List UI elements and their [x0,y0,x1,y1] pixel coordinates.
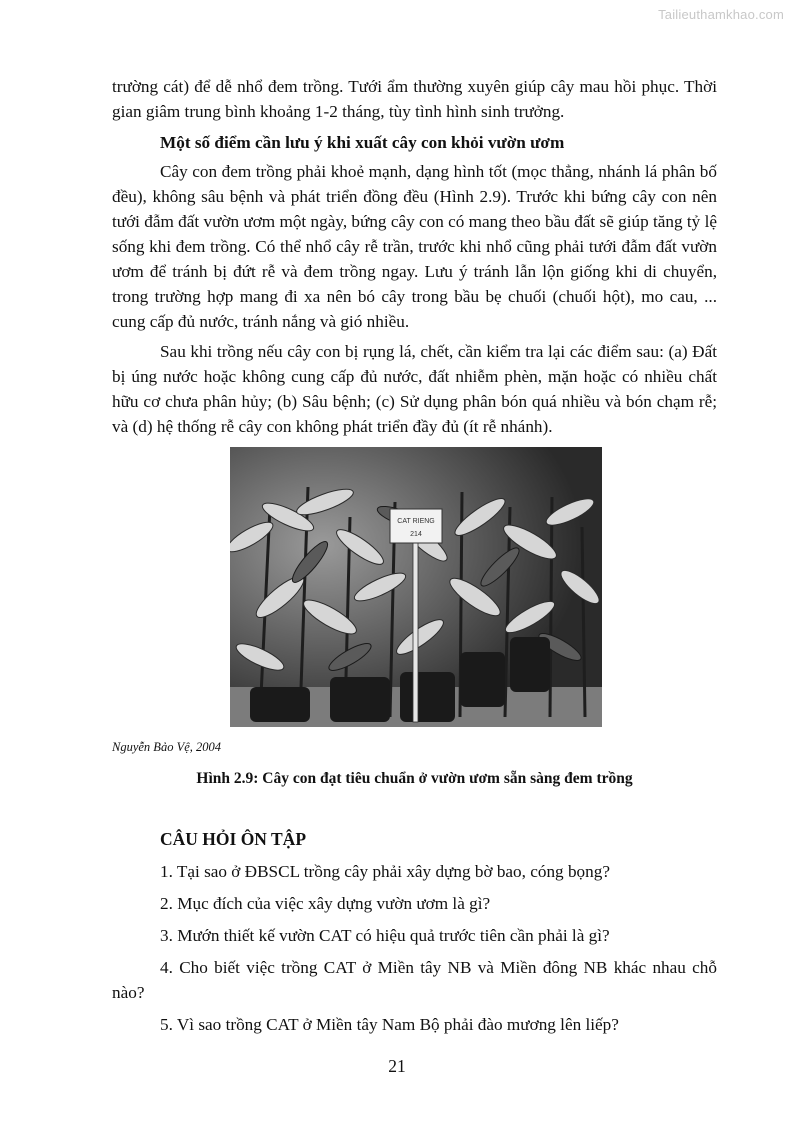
question-2: 2. Mục đích của việc xây dựng vườn ươm là gì? [160,894,491,913]
question-3: 3. Mướn thiết kế vườn CAT có hiệu quả trước tiên cần phải là gì? [160,926,610,945]
paragraph-continuation: trường cát) để dễ nhổ đem trồng. Tưới ẩm thường xuyên giúp cây mau hồi phục. Thời gian giâm trung bình khoảng 1-2 tháng, tùy tình hình sinh trưởng. [112,77,717,121]
section-heading: Một số điểm cần lưu ý khi xuất cây con khỏi vườn ươm [160,133,565,152]
question-1: 1. Tại sao ở ĐBSCL trồng cây phải xây dựng bờ bao, cóng bọng? [160,862,610,881]
question-5: 5. Vì sao trồng CAT ở Miền tây Nam Bộ phải đào mương lên liếp? [160,1015,619,1034]
paragraph-after-planting: Sau khi trồng nếu cây con bị rụng lá, chết, cần kiểm tra lại các điểm sau: (a) Đất bị úng nước hoặc không cung cấp đủ nước, đất nhiễm phèn, mặn hoặc có nhiều chất hữu cơ chưa phân hủy; (b) Sâu bệnh; (c) Sử dụng phân bón quá nhiều và bón chạm rễ; và (d) hệ thống rễ cây con không phát triển đầy đủ (ít rễ nhánh). [112,342,717,436]
review-questions-title: CÂU HỎI ÔN TẬP [160,829,307,849]
figure-caption: Hình 2.9: Cây con đạt tiêu chuẩn ở vườn ươm sẵn sàng đem trồng [196,770,633,787]
question-4: 4. Cho biết việc trồng CAT ở Miền tây NB và Miền đông NB khác nhau chỗ nào? [112,958,717,1002]
seedling-photo [230,447,602,727]
page-content [112,74,717,1037]
sign-label-line1: CAT RIENG [397,518,435,525]
sign-label-line2: 214 [410,531,422,538]
watermark: Tailieuthamkhao.com [658,7,784,22]
photo-credit: Nguyễn Bảo Vệ, 2004 [112,740,222,754]
page-number: 21 [388,1056,406,1076]
paragraph-seedling-requirements: Cây con đem trồng phải khoẻ mạnh, dạng hình tốt (mọc thẳng, nhánh lá phân bố đều), không sâu bệnh và phát triển đồng đều (Hình 2.9). Trước khi bứng cây con nên tưới đẫm đất vườn ươm một ngày, bứng cây con có mang theo bầu đất sẽ giúp tăng tỷ lệ sống khi đem trồng. Có thể nhổ cây rễ trần, trước khi nhổ cũng phải tưới đẫm đất vườn ươm để tránh bị đứt rễ và đem trồng ngay. Lưu ý tránh lẫn lộn giống khi di chuyển, trong trường hợp mang đi xa nên bó cây trong bầu bẹ chuối (chuối hột), mo cau, ... cung cấp đủ nước, tránh nắng và gió nhiều. [112,162,717,331]
